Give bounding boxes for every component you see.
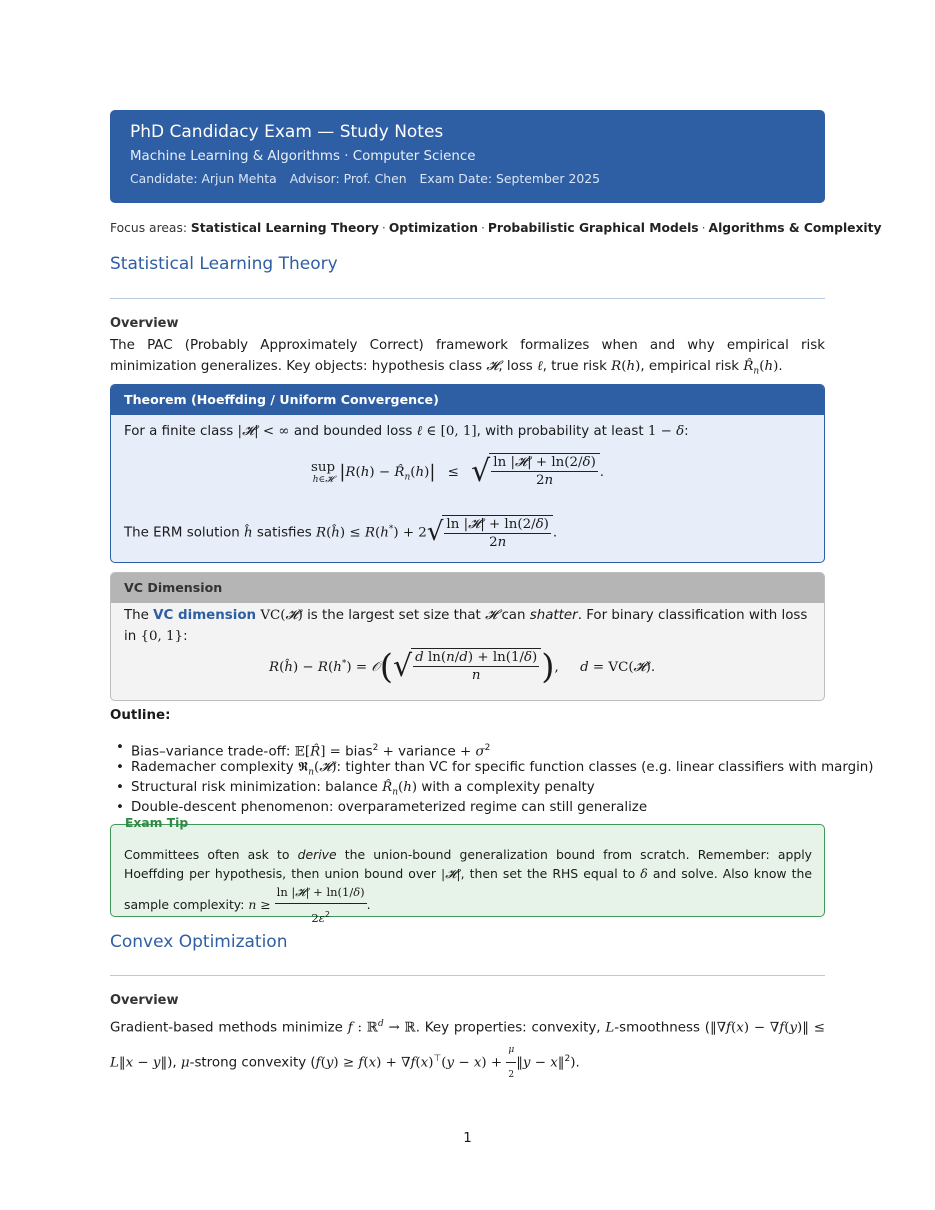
section-title-learning-theory: Statistical Learning Theory — [110, 254, 338, 274]
focus-areas: Focus areas: Statistical Learning Theory · Optimization · Probabilistic Graphical Models · Algorithms & Complexity — [110, 221, 882, 235]
erm-statement: The ERM solution ĥ satisfies R(ĥ) ≤ R(h*) + 2 √ $\frac{\text{ln |𝓗| + ln(2/δ)}}{2n}$ . — [124, 517, 558, 550]
focus-area: Statistical Learning Theory — [190, 221, 379, 235]
overview-heading: Overview — [110, 316, 179, 331]
outline-list — [110, 738, 874, 818]
vc-dimension-box — [110, 572, 825, 701]
focus-label: Focus areas: — [110, 221, 187, 235]
focus-area: Algorithms & Complexity — [708, 221, 882, 235]
document-title: PhD Candidacy Exam — Study Notes — [130, 122, 444, 142]
document-meta — [130, 171, 609, 186]
theorem-box — [110, 384, 825, 563]
vc-bound-equation: R(ĥ) − R(h*) = 𝒪( √ $\frac{\text{d ln(n/d) + ln(1/δ)}}{n}$ ), d = VC(𝓗). — [269, 647, 656, 687]
vc-dimension-term: VC dimension — [153, 608, 257, 623]
page-number: 1 — [463, 1131, 472, 1146]
section-title-convex-optimization: Convex Optimization — [110, 932, 288, 952]
vc-definition: The VC dimension VC(𝓗) is the largest set size that 𝓗 can shatter. For binary classification with loss in {0, 1}: — [124, 608, 808, 644]
exam-tip-text: Committees often ask to derive the union-bound generalization bound from scratch. Remember: apply Hoeffding per hypothesis, then union bound over |𝓗|, then set the RHS equal to δ and solve. Also know the sample complexity: n ≥ $\frac{\text{ln |𝓗| + ln(1/δ)}}{2\varepsilon^2}$ . — [124, 847, 812, 925]
exam-date: Exam Date: September 2025 — [419, 171, 600, 186]
overview-paragraph: The PAC (Probably Approximately Correct) framework formalizes when and why empirical risk minimization generalizes. Key objects: hypothesis class 𝓗, loss ℓ, true risk R(h), empirical risk $R̂_n(h)$. — [110, 338, 825, 377]
hoeffding-bound-equation: sup h∈𝓗 $|R(h) - R̂_n(h)|$ ≤ √ $\frac{\text{ln |𝓗| + ln(2/δ)}}{2n}$ . — [311, 454, 605, 489]
focus-area: Optimization — [388, 221, 478, 235]
exam-tip-box — [110, 816, 825, 925]
focus-area: Probabilistic Graphical Models — [487, 221, 699, 235]
optimization-overview-paragraph: Gradient-based methods minimize f : ℝ$^d$ → ℝ. Key properties: convexity, L-smoothness (‖∇f(x) − ∇f(y)‖ ≤ L‖x − y‖), μ-strong convexity (f(y) ≥ f(x) + ∇f(x)⊤(y − x) + $\frac{\mu}{2}$ ‖y − x‖$^2$). — [110, 1019, 825, 1081]
list-item: • Structural risk minimization: balance $R̂_n(h)$ with a complexity penalty — [110, 778, 830, 798]
advisor-name: Advisor: Prof. Chen — [289, 171, 407, 186]
document-subtitle: Machine Learning & Algorithms · Computer Science — [130, 149, 476, 164]
vc-box-title: VC Dimension — [111, 573, 824, 603]
outline-heading: Outline: — [110, 708, 171, 723]
exam-tip-label: Exam Tip — [125, 816, 189, 830]
theorem-title: Theorem (Hoeffding / Uniform Convergence) — [111, 385, 824, 415]
section-divider — [110, 975, 825, 976]
list-item: • Rademacher complexity 𝕽$_n$(𝓗): tighter than VC for specific function classes (e.g. linear classifiers with margin) — [110, 758, 830, 778]
candidate-name: Candidate: Arjun Mehta — [130, 171, 277, 186]
list-item: • Bias–variance trade-off: 𝔼[R̂] = bias$^2$ + variance + $\sigma^2$ — [110, 738, 830, 758]
theorem-statement: For a finite class |𝓗| < ∞ and bounded loss ℓ ∈ [0, 1], with probability at least 1 − δ: — [124, 424, 689, 439]
section-divider — [110, 298, 825, 299]
title-banner — [110, 110, 825, 203]
overview-heading: Overview — [110, 993, 179, 1008]
list-item: • Double-descent phenomenon: overparameterized regime can still generalize — [110, 798, 830, 818]
